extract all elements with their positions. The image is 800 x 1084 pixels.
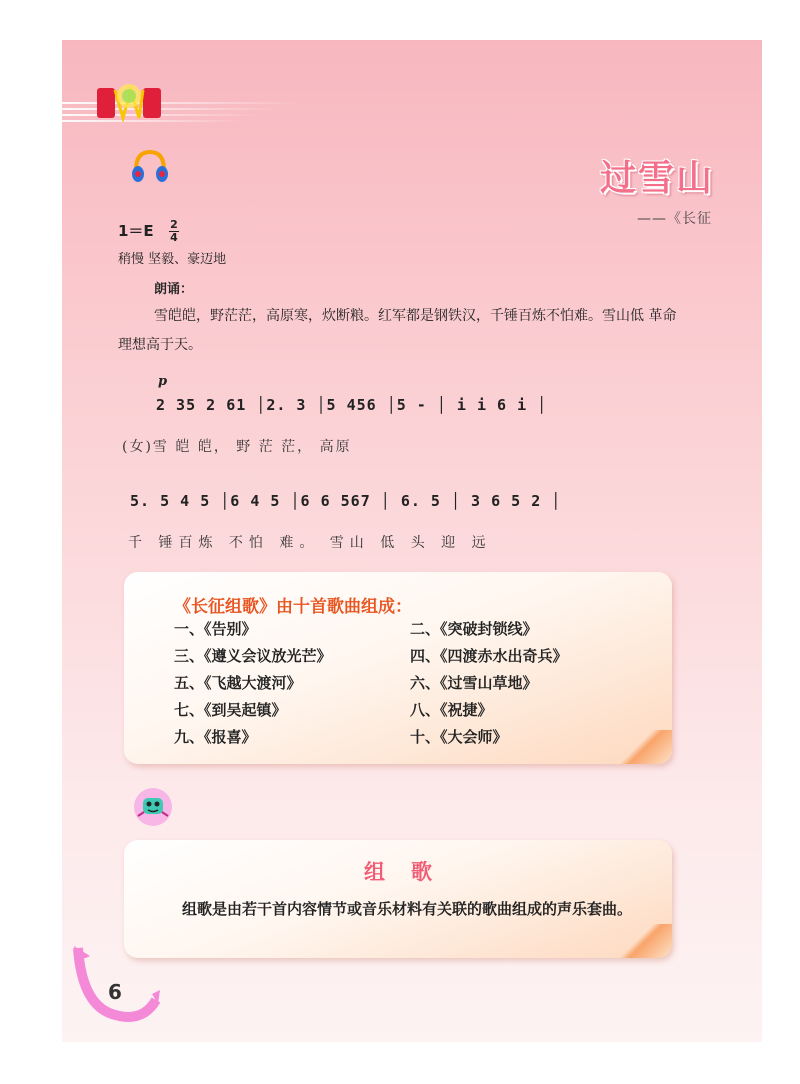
notation-line-2: 5. 5 4 5 │6 4 5 │6 6 567 │ 6. 5 │ 3 6 5 2 │ bbox=[130, 492, 562, 510]
definition-title: 组歌 bbox=[364, 860, 458, 884]
song-list bbox=[174, 620, 644, 746]
recite-text: 雪皑皑，野茫茫，高原寒，炊断粮。红军都是钢铁汉，千锤百炼不怕难。雪山低 革命理想高于天。 bbox=[118, 308, 677, 353]
suite-title: 《长征组歌》由十首歌曲组成： bbox=[174, 597, 412, 617]
list-item: 二、《突破封锁线》 bbox=[410, 620, 538, 638]
list-item: 四、《四渡赤水出奇兵》 bbox=[410, 647, 568, 665]
tempo-marking: 稍慢 坚毅、豪迈地 bbox=[118, 252, 227, 267]
definition-card bbox=[124, 840, 672, 958]
headphones-icon bbox=[130, 148, 170, 188]
time-bottom: 4 bbox=[170, 231, 178, 244]
lyric-line-1: (女)雪 皑 皑， 野 茫 茫， 高原 bbox=[122, 439, 352, 455]
time-signature bbox=[169, 220, 179, 243]
page-curl-decoration bbox=[610, 924, 672, 958]
list-item: 六、《过雪山草地》 bbox=[410, 674, 538, 692]
suite-info-card bbox=[124, 572, 672, 764]
cartoon-character-icon bbox=[130, 786, 176, 828]
list-item: 一、《告别》 bbox=[174, 620, 257, 638]
accordion-icon bbox=[95, 82, 163, 122]
list-item: 五、《飞越大渡河》 bbox=[174, 674, 302, 692]
key-label: 1＝E bbox=[118, 222, 154, 240]
lyric-line-2: 千 锤百炼 不怕 难。 雪山 低 头 迎 远 bbox=[128, 535, 492, 551]
list-item: 七、《到吴起镇》 bbox=[174, 701, 287, 719]
list-item: 九、《报喜》 bbox=[174, 728, 257, 746]
time-top: 2 bbox=[170, 218, 178, 231]
textbook-page bbox=[62, 40, 762, 1042]
list-item: 八、《祝捷》 bbox=[410, 701, 493, 719]
notation-line-1: 2 35 2 61 │2. 3 │5 456 │5 - │ i i 6 i │ bbox=[156, 396, 548, 414]
list-item: 三、《遵义会议放光芒》 bbox=[174, 647, 332, 665]
definition-text: 组歌是由若干首内容情节或音乐材料有关联的歌曲组成的声乐套曲。 bbox=[182, 900, 633, 918]
song-title: 过雪山 bbox=[599, 157, 714, 199]
list-item: 十、《大会师》 bbox=[410, 728, 508, 746]
key-signature bbox=[118, 220, 179, 243]
song-subtitle: ——《长征 bbox=[637, 211, 712, 227]
page-number: 6 bbox=[108, 980, 122, 1004]
page-curl-decoration bbox=[610, 730, 672, 764]
dynamic-marking: p bbox=[158, 374, 168, 389]
recite-label: 朗诵： bbox=[154, 282, 194, 297]
